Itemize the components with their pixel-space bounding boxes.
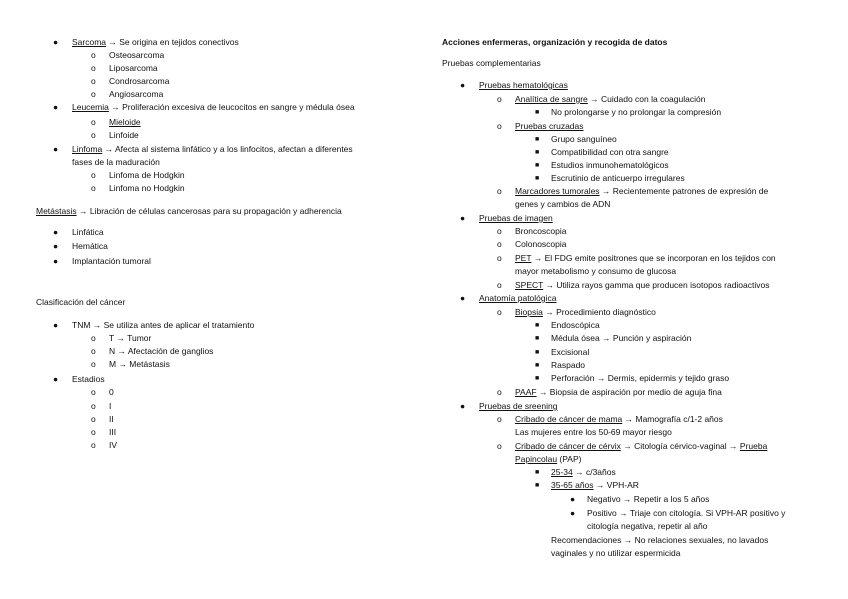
cervix-term: Cribado de cáncer de cérvix [515,441,621,451]
list-item: M → Metástasis [109,359,170,369]
metastasis-line [36,206,342,217]
metastasis-desc: → Libración de células cancerosas para su propagación y adherencia [76,206,342,216]
cervix-desc: → Citología cérvico-vaginal → [620,441,740,451]
metastasis-term: Metástasis [36,206,77,216]
section-heading: Acciones enfermeras, organización y recogida de datos [442,37,668,47]
circle-bullet-icon: o [91,170,96,180]
list-item: I [109,401,112,411]
mama-desc: → Mamografía c/1-2 años [622,414,723,424]
sarcoma-line [72,37,239,48]
circle-bullet-icon: o [91,346,96,356]
biopsia-term: Biopsia [515,307,543,317]
bullet-icon: ● [53,37,59,47]
leucemia-desc: → Proliferación excesiva de leucocitos en sangre y médula ósea [108,102,355,112]
hema-title: Pruebas hematológicas [479,80,568,90]
analitica-line [515,94,705,105]
bullet-icon: ● [460,401,466,411]
anatomia-title: Anatomía patológica [479,293,557,303]
marcadores-term: Marcadores tumorales [515,186,600,196]
bullet-icon: ● [53,374,59,384]
list-item: Raspado [551,360,586,370]
circle-bullet-icon: o [497,387,502,397]
list-item: III [109,427,117,437]
list-item: Osteosarcoma [109,50,165,60]
list-item: Angiosarcoma [109,89,164,99]
list-item: Grupo sanguíneo [551,134,617,144]
sarcoma-term: Sarcoma [72,37,107,47]
age-35-65-term: 35-65 años [551,480,594,490]
spect-line [515,280,770,291]
list-item: Negativo → Repetir a los 5 años [587,494,710,504]
list-item: Mieloide [109,117,141,127]
list-item: Escrutinio de anticuerpo irregulares [551,173,685,183]
mama-line [515,414,723,425]
paaf-term: PAAF [515,387,537,397]
bullet-icon: ● [53,320,59,330]
square-bullet-icon: ■ [535,322,540,329]
circle-bullet-icon: o [91,63,96,73]
list-item: Liposarcoma [109,63,158,73]
list-item: Hemática [72,241,108,251]
bullet-icon: ● [460,293,466,303]
cervix-line [515,441,767,452]
circle-bullet-icon: o [497,121,502,131]
analitica-term: Analítica de sangre [515,94,588,104]
circle-bullet-icon: o [91,50,96,60]
bullet-icon: ● [53,256,59,266]
section-subheading: Pruebas complementarias [442,58,541,68]
circle-bullet-icon: o [497,186,502,196]
square-bullet-icon: ■ [535,149,540,156]
age-25-34-desc: → c/3años [572,467,616,477]
square-bullet-icon: ■ [535,362,540,369]
cervix-term3: Papincolau [515,454,558,464]
list-item: Broncoscopia [515,226,567,236]
bullet-icon: ● [570,508,576,518]
paaf-desc: → Biopsia de aspiración por medio de aguja fina [536,387,722,397]
circle-bullet-icon: o [497,239,502,249]
list-item: Linfoma no Hodgkin [109,183,185,193]
square-bullet-icon: ■ [535,109,540,116]
circle-bullet-icon: o [91,333,96,343]
bullet-icon: ● [53,241,59,251]
marcadores-line [515,186,768,197]
list-item: No prolongarse y no prolongar la compresión [551,107,722,117]
list-item: Linfática [72,227,104,237]
pet-line [515,253,776,264]
spect-term: SPECT [515,280,544,290]
linfoma-line [72,144,353,155]
list-item: Médula ósea → Punción y aspiración [551,333,692,343]
recomendaciones-line: Recomendaciones → No relaciones sexuales, no lavados [551,535,769,545]
age-25-34-term: 25-34 [551,467,573,477]
age-25-34-line [551,467,616,478]
square-bullet-icon: ■ [535,349,540,356]
list-item: Estudios inmunohematológicos [551,160,669,170]
biopsia-desc: → Procedimiento diagnóstico [542,307,656,317]
circle-bullet-icon: o [497,253,502,263]
circle-bullet-icon: o [91,76,96,86]
list-item-cont: citología negativa, repetir al año [587,521,708,531]
circle-bullet-icon: o [497,414,502,424]
circle-bullet-icon: o [91,440,96,450]
list-item: Implantación tumoral [72,256,151,266]
clasificacion-title: Clasificación del cáncer [36,297,126,307]
list-item: Condrosarcoma [109,76,170,86]
list-item: Perforación → Dermis, epidermis y tejido graso [551,373,730,383]
list-item: Linfoma de Hodgkin [109,170,185,180]
cervix-desc2: (PAP) [557,454,582,464]
list-item: Compatibilidad con otra sangre [551,147,669,157]
square-bullet-icon: ■ [535,175,540,182]
circle-bullet-icon: o [91,387,96,397]
circle-bullet-icon: o [91,89,96,99]
circle-bullet-icon: o [91,401,96,411]
list-item: Excisional [551,347,590,357]
marcadores-desc-cont: genes y cambios de ADN [515,199,611,209]
circle-bullet-icon: o [497,307,502,317]
pet-term: PET [515,253,532,263]
mama-desc-cont: Las mujeres entre los 50-69 mayor riesgo [515,427,672,437]
pet-desc: → El FDG emite positrones que se incorporan en los tejidos con [531,253,776,263]
circle-bullet-icon: o [91,117,96,127]
circle-bullet-icon: o [91,414,96,424]
circle-bullet-icon: o [497,280,502,290]
linfoma-desc: → Afecta al sistema linfático y a los linfocitos, afectan a diferentes [102,144,353,154]
list-item: IV [109,440,118,450]
cervix-desc-cont [515,454,581,465]
bullet-icon: ● [53,227,59,237]
circle-bullet-icon: o [91,359,96,369]
list-item: 0 [109,387,114,397]
bullet-icon: ● [460,213,466,223]
bullet-icon: ● [460,80,466,90]
pet-desc-cont: mayor metabolismo y consumo de glucosa [515,266,677,276]
square-bullet-icon: ■ [535,136,540,143]
cruzadas-title: Pruebas cruzadas [515,121,584,131]
list-item: Linfoide [109,130,139,140]
bullet-icon: ● [570,494,576,504]
square-bullet-icon: ■ [535,482,540,489]
circle-bullet-icon: o [91,183,96,193]
square-bullet-icon: ■ [535,375,540,382]
tnm-line: TNM → Se utiliza antes de aplicar el tratamiento [72,320,255,330]
recomendaciones-cont: vaginales y no utilizar espermicida [551,548,681,558]
circle-bullet-icon: o [497,226,502,236]
mama-term: Cribado de cáncer de mama [515,414,623,424]
list-item: Endoscópica [551,320,600,330]
bullet-icon: ● [53,144,59,154]
age-35-65-desc: → VPH-AR [593,480,639,490]
biopsia-line [515,307,656,318]
list-item: N → Afectación de ganglios [109,346,214,356]
list-item: Positivo → Triaje con citología. Si VPH-AR positivo y [587,508,786,518]
circle-bullet-icon: o [91,130,96,140]
circle-bullet-icon: o [91,427,96,437]
age-35-65-line [551,480,639,491]
list-item: II [109,414,114,424]
list-item: T → Tumor [109,333,152,343]
paaf-line [515,387,722,398]
square-bullet-icon: ■ [535,162,540,169]
estadios-line: Estadios [72,374,105,384]
sarcoma-desc: → Se origina en tejidos conectivos [106,37,239,47]
square-bullet-icon: ■ [535,469,540,476]
leucemia-line [72,102,355,113]
analitica-desc: → Cuidado con la coagulación [587,94,706,104]
bullet-icon: ● [53,102,59,112]
circle-bullet-icon: o [497,441,502,451]
screening-title: Pruebas de sreening [479,401,558,411]
spect-desc: → Utiliza rayos gamma que producen isotopos radioactivos [543,280,770,290]
circle-bullet-icon: o [497,94,502,104]
linfoma-desc-cont: fases de la maduración [72,157,160,167]
marcadores-desc: → Recientemente patrones de expresión de [599,186,769,196]
leucemia-term: Leucemia [72,102,109,112]
imagen-title: Pruebas de imagen [479,213,553,223]
list-item: Colonoscopia [515,239,567,249]
square-bullet-icon: ■ [535,335,540,342]
cervix-term2: Prueba [739,441,768,451]
linfoma-term: Linfoma [72,144,103,154]
